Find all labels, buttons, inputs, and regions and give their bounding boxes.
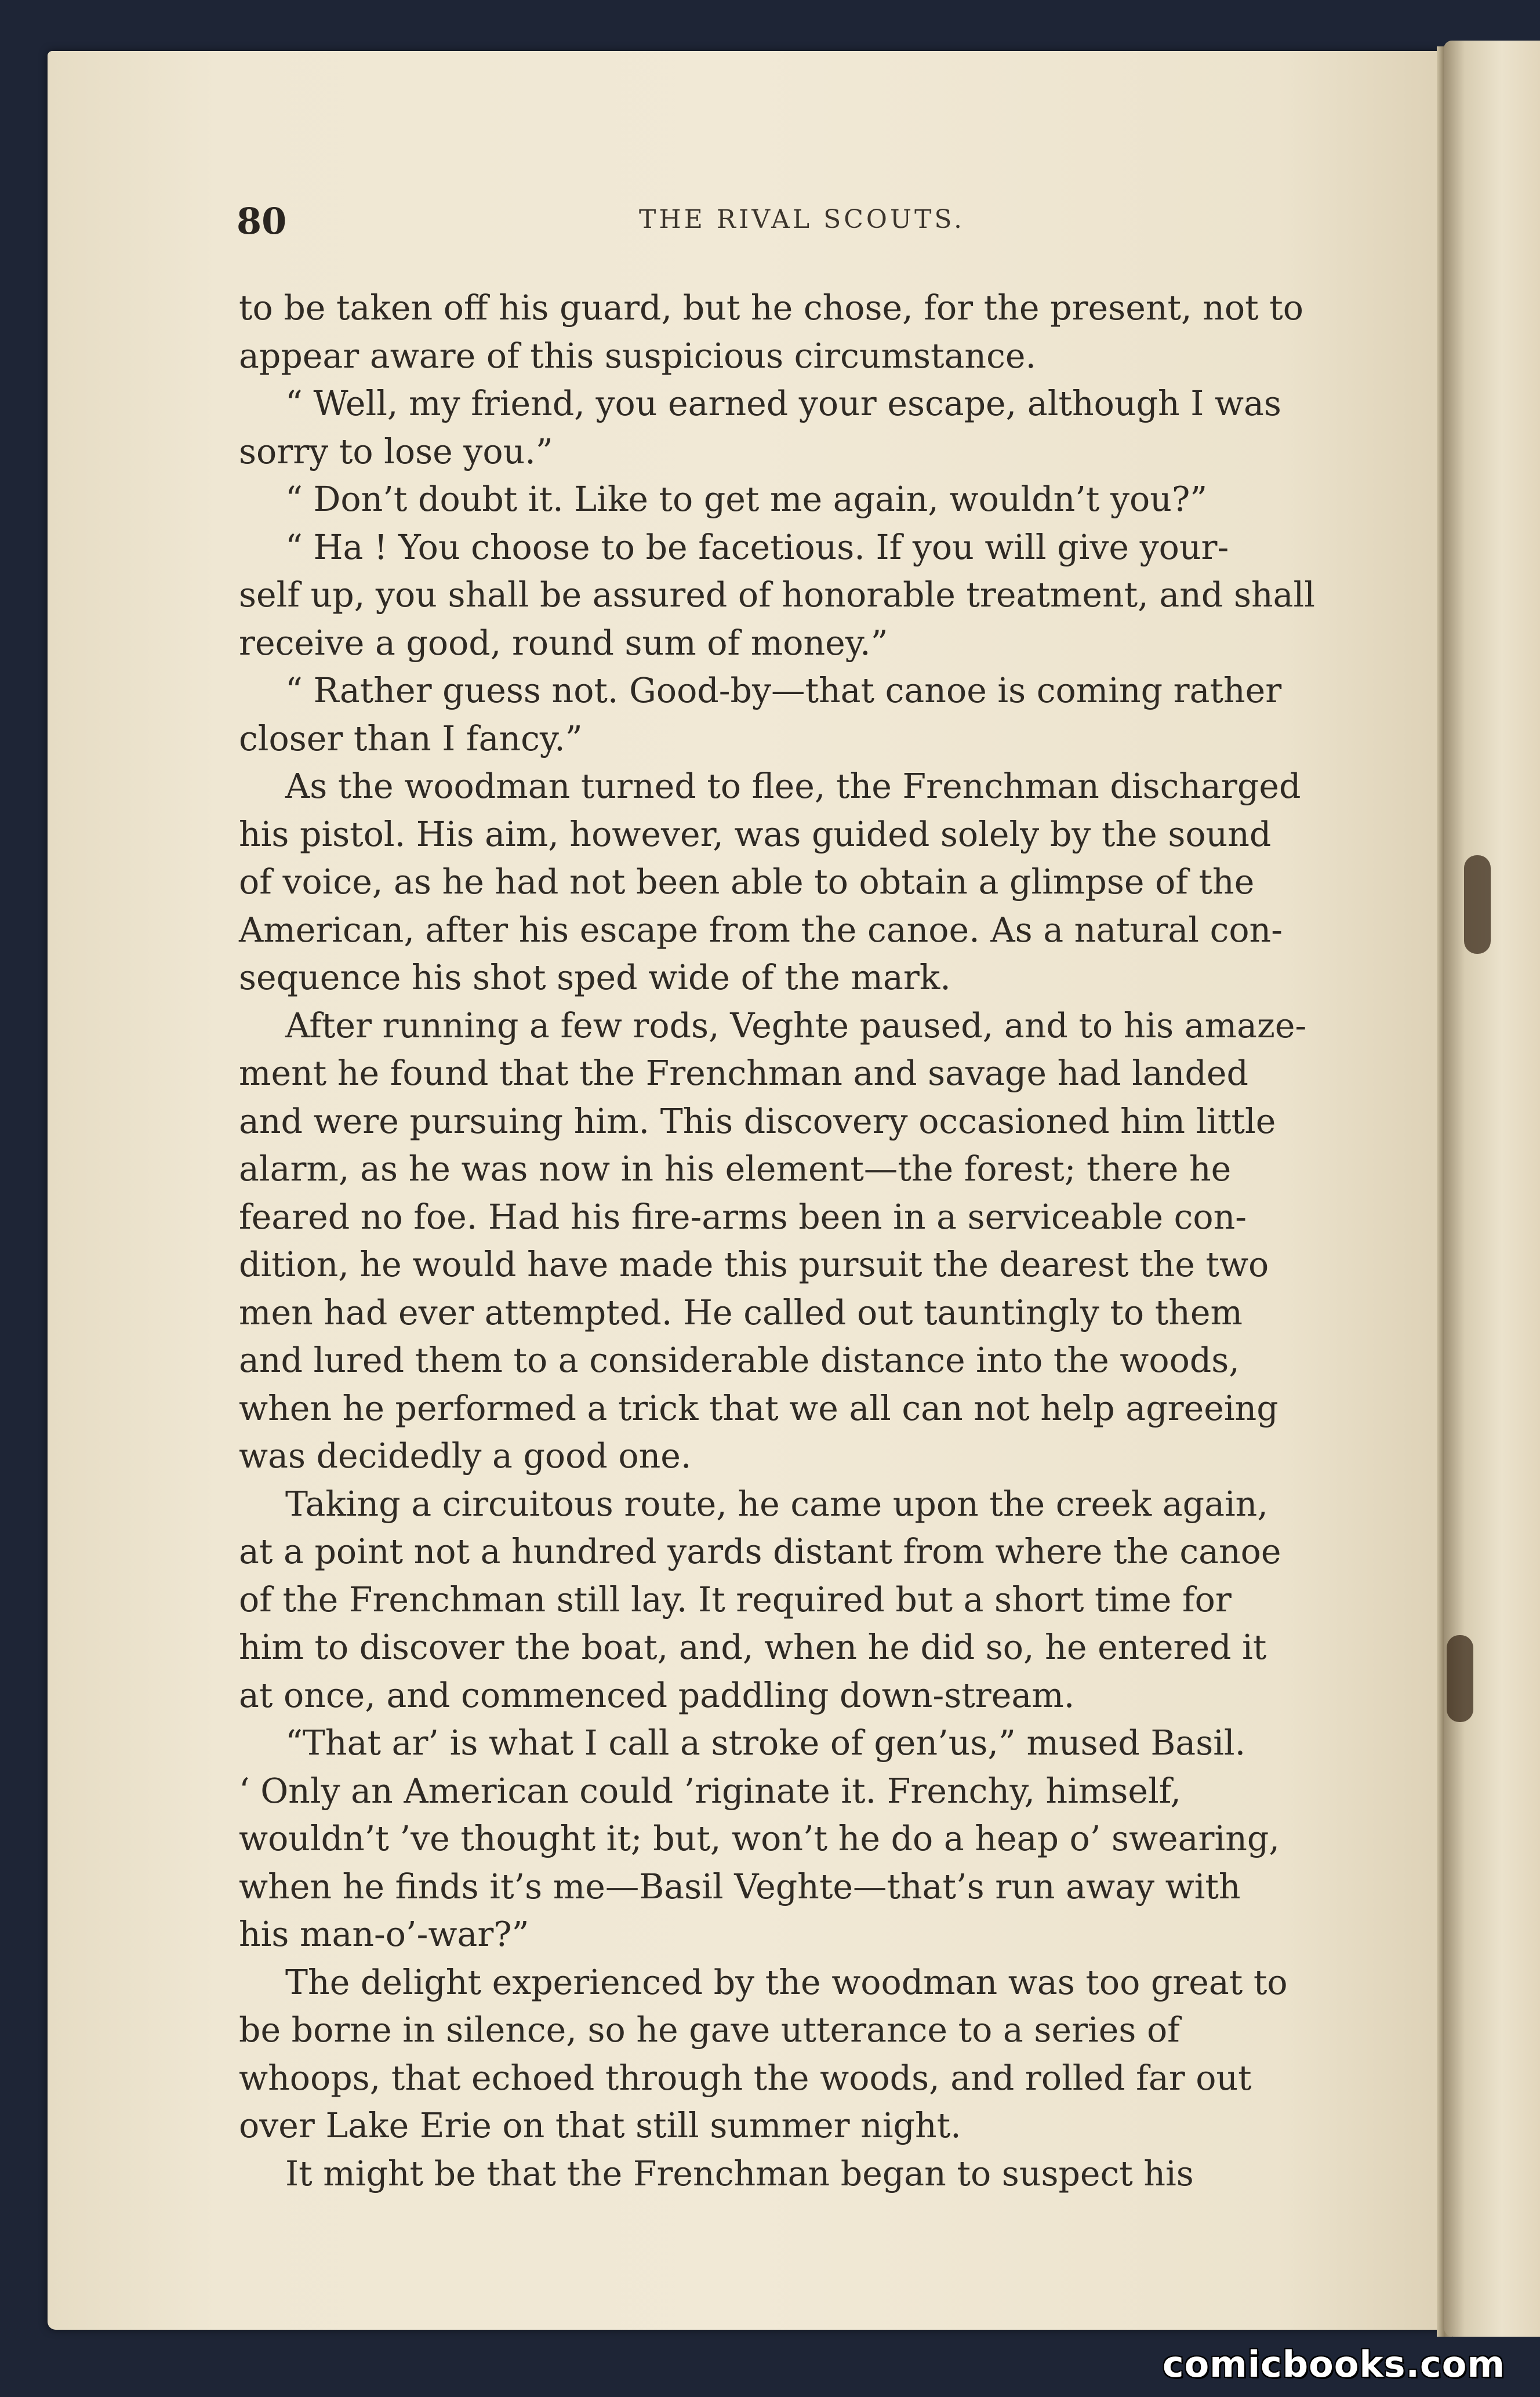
text-line: sorry to lose you.” xyxy=(239,431,553,471)
text-line: “That ar’ is what I call a stroke of gen’us,” mused Basil. xyxy=(285,1723,1246,1763)
adjacent-page-edge xyxy=(1444,41,1540,2337)
text-line: It might be that the Frenchman began to suspect his xyxy=(285,2153,1194,2193)
text-line: his man-o’-war?” xyxy=(239,1915,529,1954)
page-number: 80 xyxy=(237,200,287,242)
text-line: ment he found that the Frenchman and savage had landed xyxy=(239,1054,1248,1093)
text-line: and lured them to a considerable distance into the woods, xyxy=(239,1341,1240,1380)
text-line: of voice, as he had not been able to obtain a glimpse of the xyxy=(239,862,1255,902)
text-line: receive a good, round sum of money.” xyxy=(239,623,888,663)
watermark-logo: comicbooks.com xyxy=(1162,2343,1505,2385)
text-line: After running a few rods, Veghte paused, and to his amaze- xyxy=(285,1005,1307,1045)
text-line: whoops, that echoed through the woods, and rolled far out xyxy=(239,2058,1252,2098)
text-line: ‘ Only an American could ’riginate it. Frenchy, himself, xyxy=(239,1771,1181,1811)
text-line: when he performed a trick that we all can not help agreeing xyxy=(239,1388,1279,1428)
text-line: American, after his escape from the canoe. As a natural con- xyxy=(239,910,1283,950)
running-title: THE RIVAL SCOUTS. xyxy=(639,205,965,234)
page-header xyxy=(237,200,1367,246)
text-line: of the Frenchman still lay. It required but a short time for xyxy=(239,1579,1232,1619)
text-line: “ Ha ! You choose to be facetious. If you will give your- xyxy=(285,527,1229,567)
binding-hole xyxy=(1447,1635,1473,1722)
text-line: when he finds it’s me—Basil Veghte—that’s run away with xyxy=(239,1866,1241,1906)
text-line: be borne in silence, so he gave utterance to a series of xyxy=(239,2010,1180,2050)
text-line: sequence his shot sped wide of the mark. xyxy=(239,958,951,997)
text-line: dition, he would have made this pursuit the dearest the two xyxy=(239,1245,1269,1284)
text-line: alarm, as he was now in his element—the forest; there he xyxy=(239,1149,1232,1189)
text-line: at a point not a hundred yards distant from where the canoe xyxy=(239,1532,1281,1571)
body-text xyxy=(239,284,1368,2198)
text-line: “ Well, my friend, you earned your escape, although I was xyxy=(285,384,1281,423)
text-line: feared no foe. Had his fire-arms been in a serviceable con- xyxy=(239,1197,1247,1237)
text-line: appear aware of this suspicious circumstance. xyxy=(239,336,1037,376)
text-line: men had ever attempted. He called out tauntingly to them xyxy=(239,1292,1243,1332)
binding-hole xyxy=(1464,855,1491,954)
text-line: at once, and commenced paddling down-stream. xyxy=(239,1675,1075,1715)
text-line: closer than I fancy.” xyxy=(239,718,583,758)
text-line: was decidedly a good one. xyxy=(239,1436,692,1476)
text-line: “ Don’t doubt it. Like to get me again, wouldn’t you?” xyxy=(285,480,1208,519)
text-line: As the woodman turned to flee, the Frenchman discharged xyxy=(285,767,1301,806)
text-line: his pistol. His aim, however, was guided solely by the sound xyxy=(239,814,1272,854)
text-line: self up, you shall be assured of honorable treatment, and shall xyxy=(239,575,1315,615)
text-line: wouldn’t ’ve thought it; but, won’t he do a heap o’ swearing, xyxy=(239,1819,1280,1858)
text-line: him to discover the boat, and, when he did so, he entered it xyxy=(239,1628,1267,1667)
text-line: “ Rather guess not. Good-by—that canoe is coming rather xyxy=(285,671,1282,710)
text-line: and were pursuing him. This discovery occasioned him little xyxy=(239,1101,1276,1141)
text-line: over Lake Erie on that still summer night. xyxy=(239,2106,961,2145)
text-line: to be taken off his guard, but he chose, for the present, not to xyxy=(239,288,1303,328)
text-line: Taking a circuitous route, he came upon the creek again, xyxy=(285,1484,1268,1524)
text-line: The delight experienced by the woodman was too great to xyxy=(285,1962,1288,2002)
